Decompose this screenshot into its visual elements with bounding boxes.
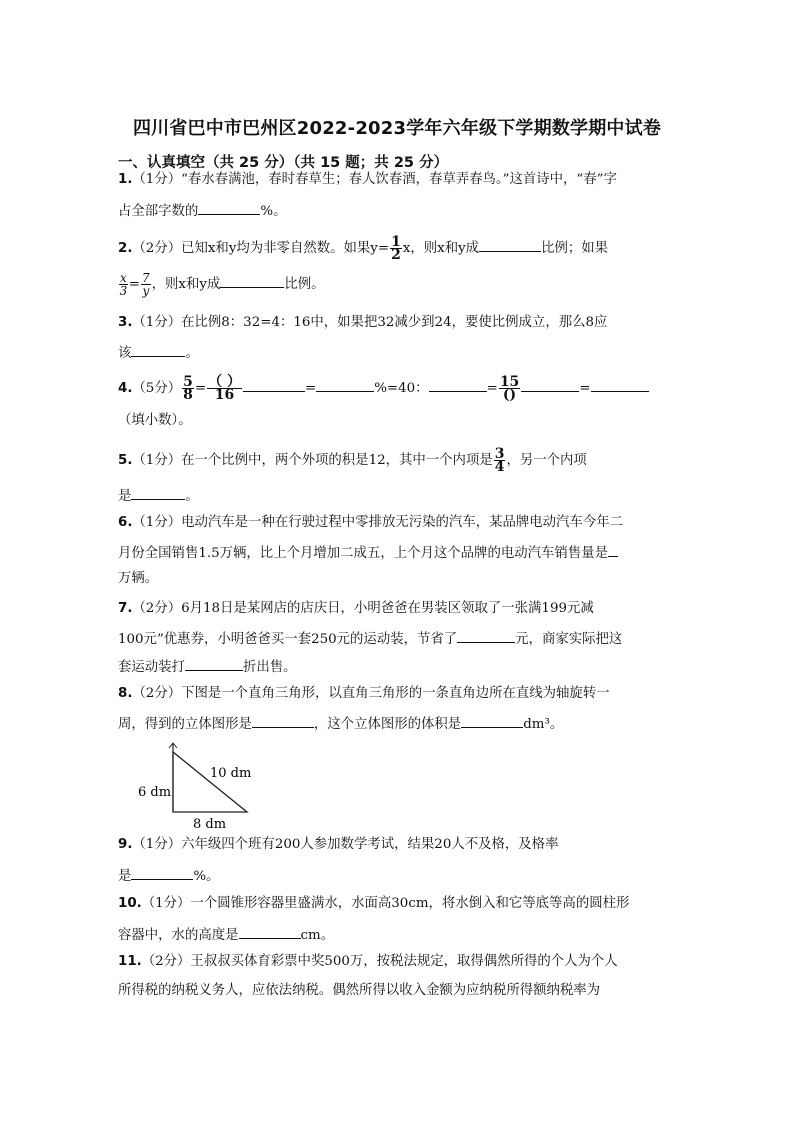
question-2-line-2: $\frac{x}{3}$ = $\frac{7}{y}$ ，则x和y成 比例。: [119, 271, 325, 298]
question-text: 100元”优惠券，小明爸爸买一套250元的运动装，节省了: [118, 632, 458, 647]
question-10-line-2: [118, 924, 334, 945]
question-text: %。: [260, 204, 287, 219]
question-number: 11.: [118, 954, 142, 969]
question-2: [118, 236, 608, 261]
question-text: 所得税的纳税义务人，应依法纳税。偶然所得以收入金额为应纳税所得额纳税率为: [118, 983, 601, 998]
answer-blank[interactable]: [185, 656, 243, 671]
question-text: 容器中，水的高度是: [118, 928, 239, 943]
fraction: $\frac{3}{4}$: [494, 446, 505, 475]
question-number: 9.: [118, 837, 133, 852]
question-11-line-2: [118, 982, 600, 1000]
question-4-line-2: [118, 412, 192, 430]
question-number: 8.: [118, 686, 133, 701]
question-number: 1.: [118, 172, 133, 187]
question-text: 周，得到的立体图形是: [118, 717, 252, 732]
answer-blank[interactable]: [243, 377, 305, 392]
question-11: [118, 953, 618, 971]
answer-blank[interactable]: [198, 200, 260, 215]
question-number: 3.: [118, 315, 133, 330]
question-text: %。: [193, 869, 220, 884]
question-number: 5.: [118, 453, 133, 468]
fraction: $\frac{15}{()}$: [499, 374, 520, 403]
question-3-line-2: [118, 342, 199, 363]
question-text: （1分）一个圆锥形容器里盛满水，水面高30cm，将水倒入和它等底等高的圆柱形: [141, 896, 630, 911]
question-8: [118, 685, 610, 703]
question-text: x，则x和y成: [402, 241, 480, 256]
question-text: 月份全国销售1.5万辆，比上个月增加二成五，上个月这个品牌的电动汽车销售量是: [118, 546, 608, 561]
answer-blank[interactable]: [457, 628, 515, 643]
question-text: （填小数）。: [118, 413, 192, 428]
question-number: 6.: [118, 515, 133, 530]
question-6-line-2: [118, 542, 618, 563]
answer-blank[interactable]: [461, 713, 523, 728]
question-text: （1分）在比例8：32=4：16中，如果把32减少到24，要使比例成立，那么8应: [132, 315, 608, 330]
question-text: 折出售。: [242, 660, 297, 675]
section-heading: 一、认真填空（共 25 分）（共 15 题；共 25 分）: [118, 155, 449, 171]
fraction: $\frac{x}{3}$: [119, 271, 128, 298]
question-text: （2分）6月18日是某网店的店庆日，小明爸爸在男装区领取了一张满199元减: [132, 601, 594, 616]
fraction: $\frac{1}{2}$: [391, 234, 401, 263]
answer-blank[interactable]: [239, 924, 301, 939]
question-text: 元，商家实际把这: [515, 632, 623, 647]
question-10: [118, 895, 629, 913]
question-9: [118, 836, 558, 854]
question-3: [118, 314, 607, 332]
question-1: [118, 171, 617, 189]
question-text: （1分）六年级四个班有200人参加数学考试，结果20人不及格，及格率: [132, 837, 559, 852]
question-number: 4.: [118, 381, 133, 396]
question-1-line-2: [118, 200, 286, 221]
question-9-line-2: [118, 865, 220, 886]
question-number: 2.: [118, 241, 133, 256]
answer-blank[interactable]: [479, 237, 541, 252]
question-text: （2分）下图是一个直角三角形，以直角三角形的一条直角边所在直线为轴旋转一: [132, 686, 610, 701]
fraction: $\frac{7}{y}$: [142, 271, 150, 298]
question-text: （2分）王叔叔买体育彩票中奖500万，按税法规定，取得偶然所得的个人为个人: [141, 954, 618, 969]
question-number: 10.: [118, 896, 142, 911]
question-4: 4.（5分） $\frac{5}{8}$ = $\frac{( )}{16}$ = %=40： = $\frac{15}{()}$ =: [118, 376, 649, 401]
answer-blank[interactable]: [252, 713, 314, 728]
question-6-line-3: [118, 570, 158, 588]
question-text: ，则x和y成: [151, 277, 221, 292]
right-triangle-figure: [135, 742, 265, 832]
answer-blank[interactable]: [316, 377, 374, 392]
answer-blank[interactable]: [131, 485, 185, 500]
triangle: [173, 752, 247, 812]
base-label: 8 dm: [193, 817, 227, 832]
question-7-line-3: [118, 656, 297, 677]
question-8-line-2: [118, 713, 563, 734]
question-text: （1分）电动汽车是一种在行驶过程中零排放无污染的汽车，某品牌电动汽车今年二: [132, 515, 623, 530]
question-text: 。: [185, 346, 199, 361]
page-title: 四川省巴中市巴州区2022-2023学年六年级下学期数学期中试卷: [132, 118, 662, 139]
question-text: cm。: [300, 928, 335, 943]
answer-blank[interactable]: [220, 273, 284, 288]
question-text: （5分）: [132, 381, 182, 396]
answer-blank[interactable]: [591, 377, 649, 392]
question-text: ，另一个内项: [506, 453, 587, 468]
question-text: （1分）“春水春满池，春时春草生；春人饮春酒，春草弄春鸟。”这首诗中，“春”字: [132, 172, 617, 187]
question-text: （1分）在一个比例中，两个外项的积是12，其中一个内项是: [132, 453, 493, 468]
question-5: [118, 448, 587, 473]
question-text: （2分）已知x和y均为非零自然数。如果y=: [132, 241, 390, 256]
question-text: 套运动装打: [118, 660, 185, 675]
answer-blank[interactable]: [429, 377, 487, 392]
question-5-line-2: [118, 485, 199, 506]
question-text: dm³。: [523, 717, 564, 732]
answer-blank[interactable]: [131, 342, 185, 357]
question-7: [118, 600, 594, 618]
question-7-line-2: [118, 628, 622, 649]
question-text: 该: [118, 346, 132, 361]
question-text: 。: [185, 489, 199, 504]
question-text: 万辆。: [118, 571, 159, 586]
question-text: 是: [118, 869, 132, 884]
fraction: $\frac{( )}{16}$: [208, 374, 241, 403]
answer-blank[interactable]: [521, 377, 579, 392]
question-text: ，这个立体图形的体积是: [313, 717, 462, 732]
answer-blank[interactable]: [608, 542, 618, 557]
hypotenuse-label: 10 dm: [210, 766, 252, 781]
question-number: 7.: [118, 601, 133, 616]
question-text: 占全部字数的: [118, 204, 199, 219]
fraction: $\frac{5}{8}$: [183, 374, 193, 403]
question-text: 比例。: [284, 277, 325, 292]
height-label: 6 dm: [138, 785, 172, 800]
answer-blank[interactable]: [131, 865, 193, 880]
question-text: 比例；如果: [541, 241, 609, 256]
question-text: 是: [118, 489, 132, 504]
question-6: [118, 514, 623, 532]
